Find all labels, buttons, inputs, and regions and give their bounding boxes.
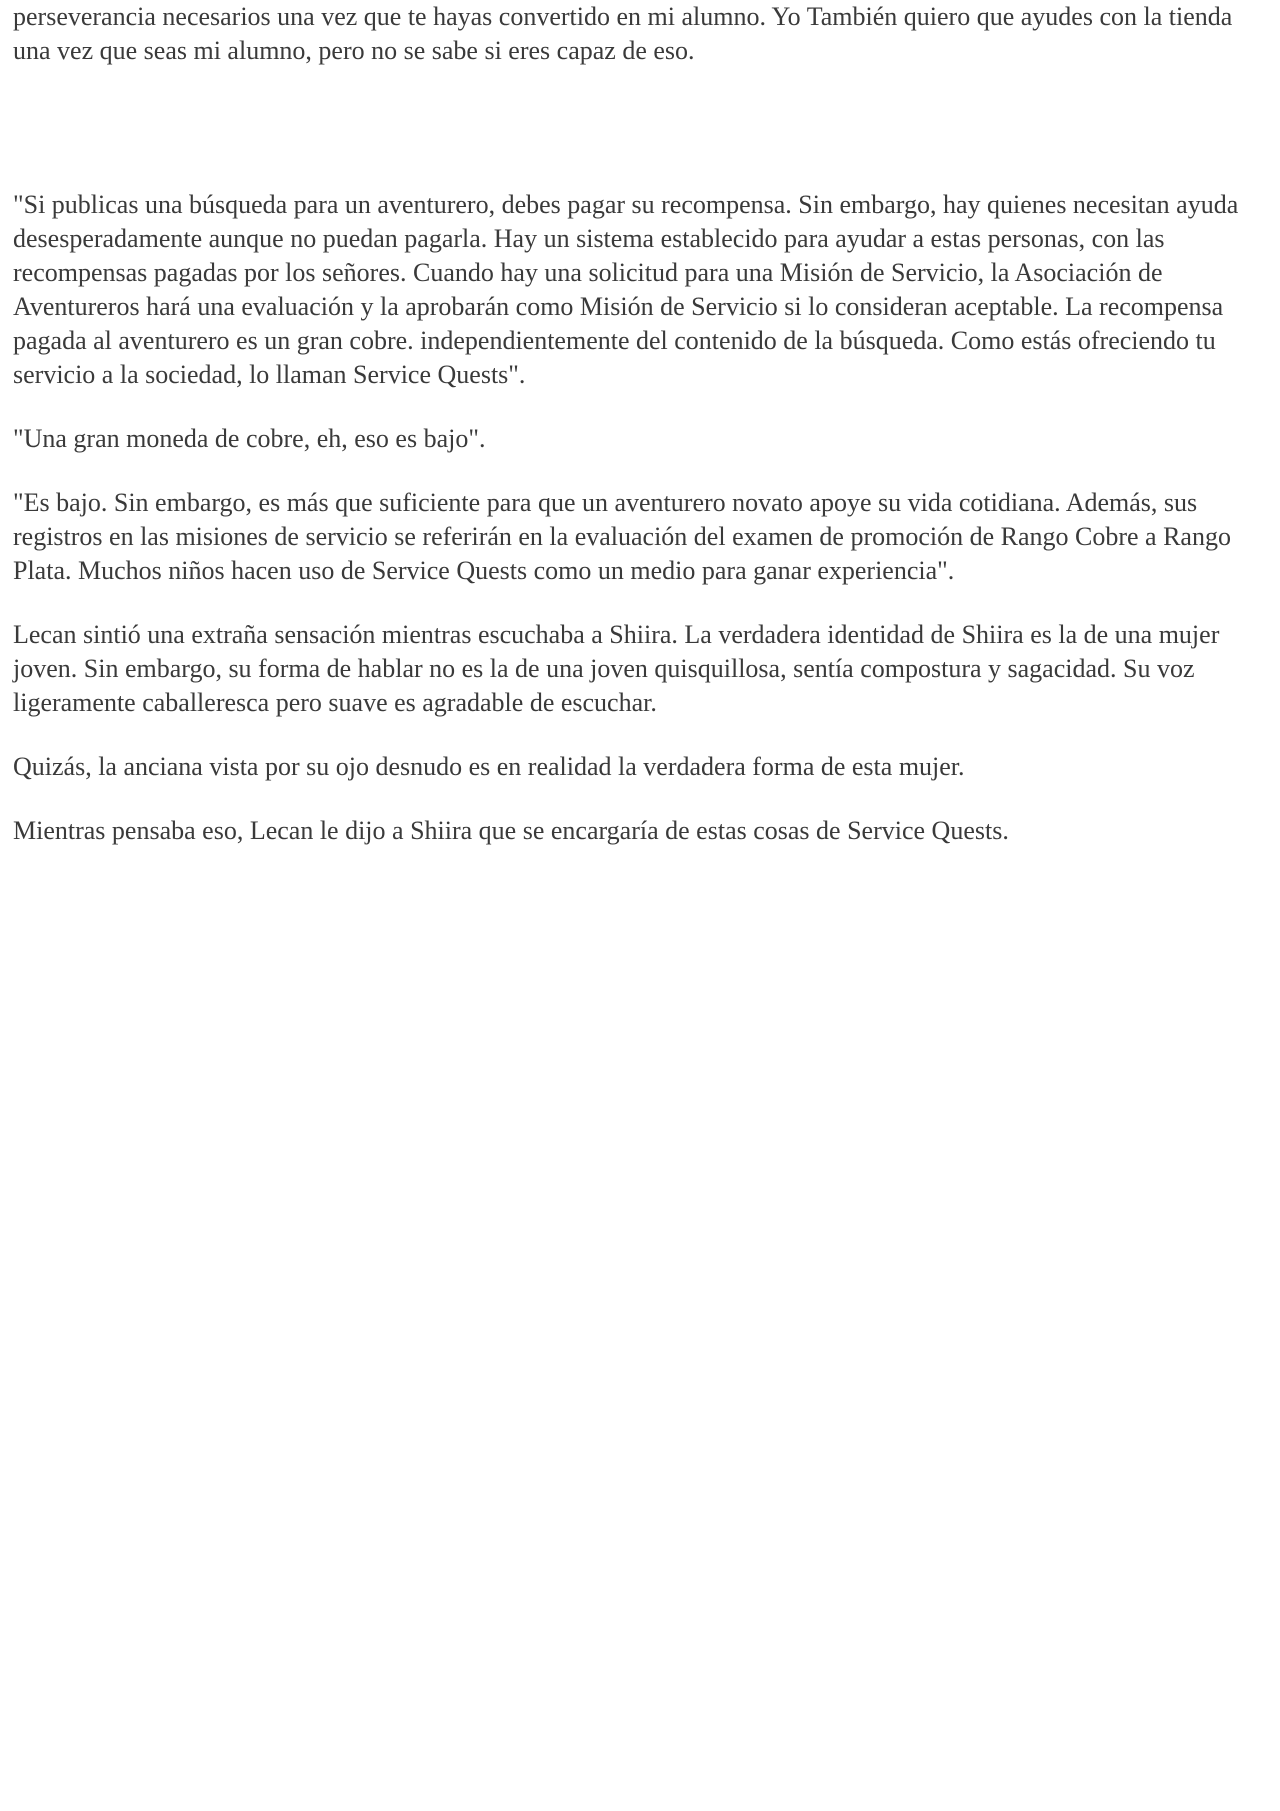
paragraph-5: Lecan sintió una extraña sensación mientras escuchaba a Shiira. La verdadera identidad de Shiira es la de una mujer joven. Sin embargo, su forma de hablar no es la de una joven quisquillosa, sentía compostura y sagacidad. Su voz ligeramente caballeresca pero suave es agradable de escuchar. [13,620,1220,717]
paragraph-2: "Si publicas una búsqueda para un aventurero, debes pagar su recompensa. Sin embargo, hay quienes necesitan ayuda desesperadamente aunque no puedan pagarla. Hay un sistema establecido para ayudar a estas personas, con las recompensas pagadas por los señores. Cuando hay una solicitud para una Misión de Servicio, la Asociación de Aventureros hará una evaluación y la aprobarán como Misión de Servicio si lo consideran aceptable. La recompensa pagada al aventurero es un gran cobre. independientemente del contenido de la búsqueda. Como estás ofreciendo tu servicio a la sociedad, lo llaman Service Quests". [13,190,1239,389]
paragraph-6: Quizás, la anciana vista por su ojo desnudo es en realidad la verdadera forma de esta mujer. [13,752,965,781]
paragraph-7: Mientras pensaba eso, Lecan le dijo a Shiira que se encargaría de estas cosas de Service Quests. [13,816,1009,845]
paragraph-1: perseverancia necesarios una vez que te hayas convertido en mi alumno. Yo También quiero que ayudes con la tienda una vez que seas mi alumno, pero no se sabe si eres capaz de eso. [13,2,1233,65]
paragraph-4: "Es bajo. Sin embargo, es más que suficiente para que un aventurero novato apoye su vida cotidiana. Además, sus registros en las misiones de servicio se referirán en la evaluación del examen de promoción de Rango Cobre a Rango Plata. Muchos niños hacen uso de Service Quests como un medio para ganar experiencia". [13,488,1231,585]
paragraph-3: "Una gran moneda de cobre, eh, eso es bajo". [13,424,486,453]
document-body [13,0,1273,848]
